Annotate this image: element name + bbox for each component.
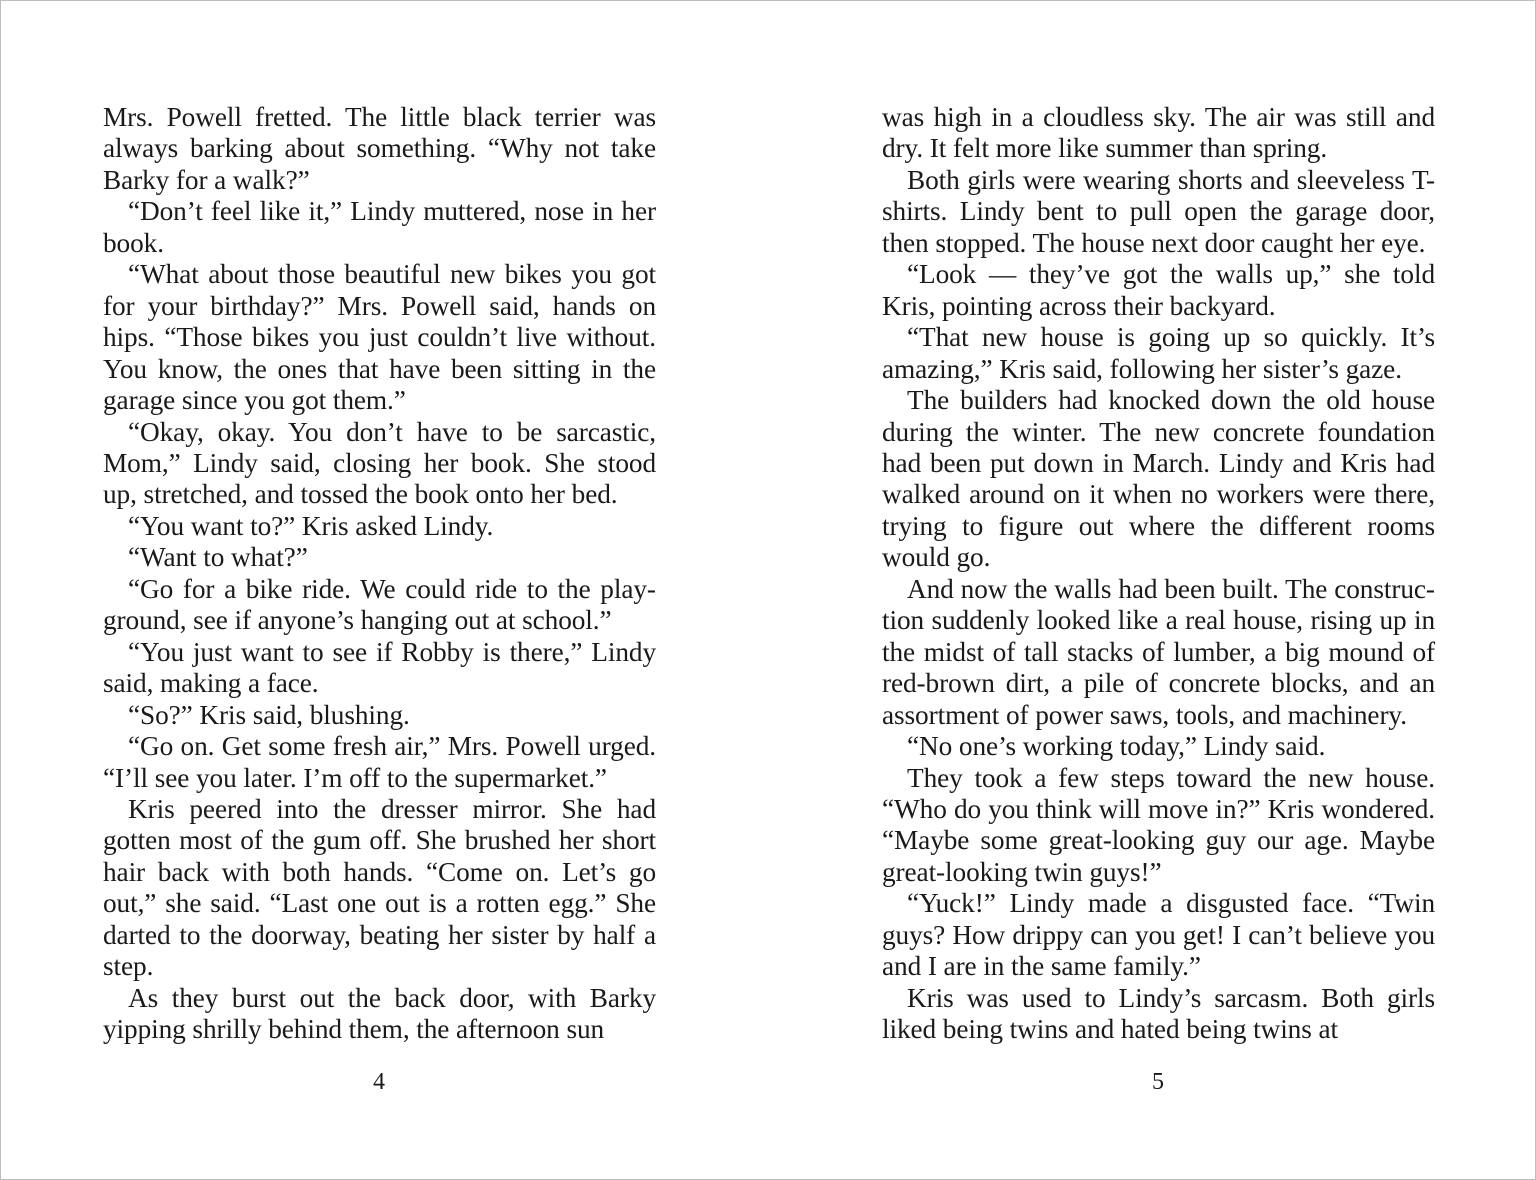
- right-page-text: [882, 102, 1435, 1046]
- paragraph: “What about those beautiful new bikes you got for your birthday?” Mrs. Powell said, hands on hips. “Those bikes you just couldn’t live without. You know, the ones that have been sitting in the garage since you got them.”: [103, 259, 656, 416]
- paragraph: was high in a cloudless sky. The air was still and dry. It felt more like summer than spring.: [882, 102, 1435, 164]
- paragraph: “That new house is going up so quickly. It’s amazing,” Kris said, following her sister’s gaze.: [882, 322, 1435, 384]
- paragraph: “Look — they’ve got the walls up,” she told Kris, pointing across their backyard.: [882, 259, 1435, 321]
- paragraph: Mrs. Powell fretted. The little black terrier was always barking about something. “Why not take Barky for a walk?”: [103, 102, 656, 195]
- paragraph: “Go for a bike ride. We could ride to the playground, see if anyone’s hanging out at school.”: [103, 573, 656, 636]
- paragraph: “You want to?” Kris asked Lindy.: [128, 510, 494, 541]
- paragraph: “Want to what?”: [128, 542, 308, 573]
- page-number-left: 4: [373, 1069, 385, 1095]
- paragraph: “No one’s working today,” Lindy said.: [907, 731, 1326, 762]
- paragraph: “Don’t feel like it,” Lindy muttered, nose in her book.: [103, 196, 656, 258]
- paragraph: Kris peered into the dresser mirror. She had gotten most of the gum off. She brushed her short hair back with both hands. “Come on. Let’s go out,” she said. “Last one out is a rotten egg.” She darted to the doorway, beating her sister by half a step.: [103, 793, 656, 982]
- left-page: [1, 1, 769, 1179]
- paragraph: Both girls were wearing shorts and sleeveless T-shirts. Lindy bent to pull open the garage door, then stopped. The house next door caught her eye.: [882, 164, 1435, 258]
- paragraph: “Go on. Get some fresh air,” Mrs. Powell urged. “I’ll see you later. I’m off to the supermarket.”: [103, 731, 656, 793]
- paragraph: And now the walls had been built. The construction suddenly looked like a real house, rising up in the midst of tall stacks of lumber, a big mound of red-brown dirt, a pile of concrete blocks, and an assortment of power saws, tools, and machinery.: [882, 573, 1435, 730]
- paragraph: “Yuck!” Lindy made a disgusted face. “Twin guys? How drippy can you get! I can’t believe you and I are in the same family.”: [882, 888, 1435, 982]
- paragraph: “You just want to see if Robby is there,” Lindy said, making a face.: [103, 636, 656, 699]
- page-number-right: 5: [1152, 1069, 1164, 1095]
- right-page: [769, 1, 1536, 1179]
- paragraph: “So?” Kris said, blushing.: [128, 699, 410, 730]
- paragraph: They took a few steps toward the new house. “Who do you think will move in?” Kris wondered. “Maybe some great-looking guy our age. Maybe great-looking twin guys!”: [882, 762, 1435, 887]
- paragraph: The builders had knocked down the old house during the winter. The new concrete foundation had been put down in March. Lindy and Kris had walked around on it when no workers were there, trying to figure out where the different rooms would go.: [882, 385, 1435, 573]
- paragraph: Kris was used to Lindy’s sarcasm. Both girls liked being twins and hated being twins at: [882, 982, 1435, 1045]
- paragraph: “Okay, okay. You don’t have to be sarcastic, Mom,” Lindy said, closing her book. She stood up, stretched, and tossed the book onto her bed.: [103, 416, 656, 510]
- paragraph: As they burst out the back door, with Barky yipping shrilly behind them, the afternoon sun: [103, 982, 656, 1045]
- left-page-text: [103, 102, 656, 1046]
